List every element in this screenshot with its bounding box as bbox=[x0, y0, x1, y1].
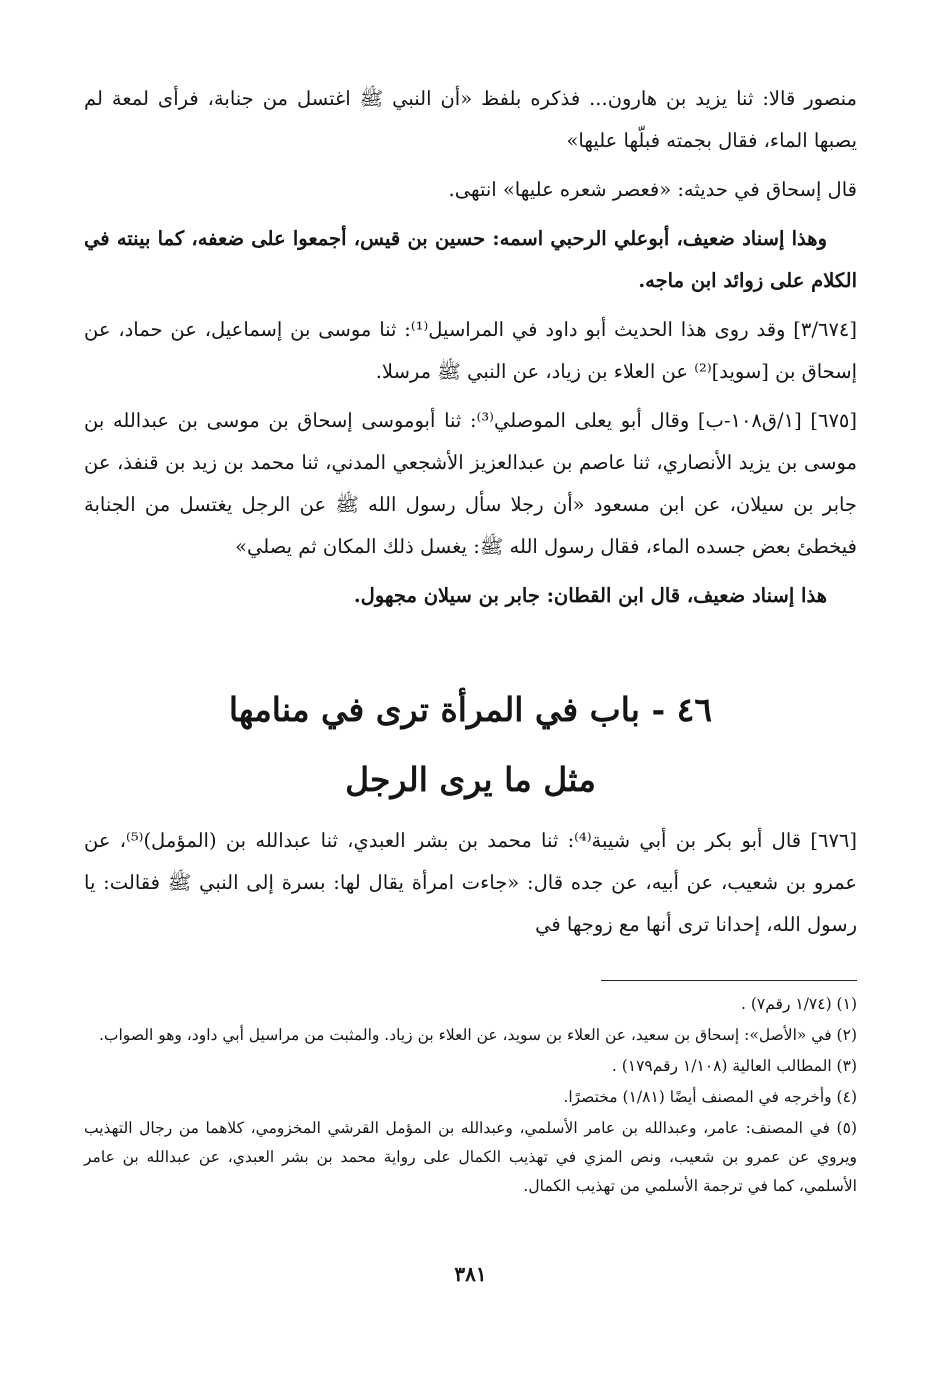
page-number: ٣٨١ bbox=[454, 1262, 487, 1286]
paragraph: منصور قالا: ثنا يزيد بن هارون... فذكره بلفظ «أن النبي ﷺ اغتسل من جنابة، فرأى لمعة لم يصبها الماء، فقال بجمته فبلّها عليها» bbox=[84, 87, 857, 152]
footnote: (٢) في «الأصل»: إسحاق بن سعيد، عن العلاء بن سويد، عن العلاء بن زياد. والمثبت من مراسيل أبي داود، وهو الصواب. bbox=[98, 1026, 857, 1044]
footnote: (٥) في المصنف: عامر، وعبدالله بن عامر الأسلمي، وعبدالله بن المؤمل القرشي المخزومي، كلاهما من رجال التهذيب ويروي عن عمرو بن شعيب، ونص المزي في تهذيب الكمال على رواية محمد بن بشر العبدي، عن عبدالله بن عامر الأسلمي، كما في ترجمة الأسلمي من تهذيب الكمال. bbox=[84, 1119, 857, 1195]
footnote: (٤) وأخرجه في المصنف أيضًا (١/٨١) مختصرًا. bbox=[563, 1088, 857, 1106]
chapter-heading bbox=[84, 675, 857, 815]
lower-text bbox=[84, 820, 857, 946]
footnote-separator bbox=[601, 980, 857, 981]
chapter-title-line: مثل ما يرى الرجل bbox=[345, 760, 596, 799]
paragraph: [٦٧٦] قال أبو بكر بن أبي شيبة⁽⁴⁾: ثنا محمد بن بشر العبدي، ثنا عبدالله بن (المؤمل)⁽⁵⁾، عن عمرو بن شعيب، عن أبيه، عن جده قال: «جاءت امرأة يقال لها: بسرة إلى النبي ﷺ فقالت: يا رسول الله، إحدانا ترى أنها مع زوجها في bbox=[84, 829, 857, 936]
paragraph: هذا إسناد ضعيف، قال ابن القطان: جابر بن سيلان مجهول. bbox=[353, 584, 827, 607]
paragraph: قال إسحاق في حديثه: «فعصر شعره عليها» انتهى. bbox=[448, 178, 857, 201]
footnote: (٣) المطالب العالية (١/١٠٨ رقم١٧٩) . bbox=[611, 1057, 857, 1075]
main-text bbox=[84, 78, 857, 624]
paragraph: وهذا إسناد ضعيف، أبوعلي الرحبي اسمه: حسين بن قيس، أجمعوا على ضعفه، كما بينته في الكلام على زوائد ابن ماجه. bbox=[84, 227, 857, 292]
paragraph: [٦٧٥] [١/ق١٠٨-ب] وقال أبو يعلى الموصلي⁽³⁾: ثنا أبوموسى إسحاق بن موسى بن عبدالله بن موسى بن يزيد الأنصاري، ثنا عاصم بن عبدالعزيز الأشجعي المدني، ثنا محمد بن زيد بن قنفذ، عن جابر بن سيلان، عن ابن مسعود «أن رجلا سأل رسول الله ﷺ عن الرجل يغتسل من الجنابة فيخطئ بعض جسده الماء، فقال رسول الله ﷺ: يغسل ذلك المكان ثم يصلي» bbox=[84, 409, 857, 558]
paragraph: [٣/٦٧٤] وقد روى هذا الحديث أبو داود في المراسيل⁽¹⁾: ثنا موسى بن إسماعيل، عن حماد، عن إسحاق بن [سويد]⁽²⁾ عن العلاء بن زياد، عن النبي ﷺ مرسلا. bbox=[84, 318, 857, 383]
footnotes bbox=[84, 990, 857, 1203]
footnote: (١) (١/٧٤ رقم٧) . bbox=[741, 995, 857, 1013]
chapter-title-line: ٤٦ - باب في المرأة ترى في منامها bbox=[228, 690, 713, 729]
